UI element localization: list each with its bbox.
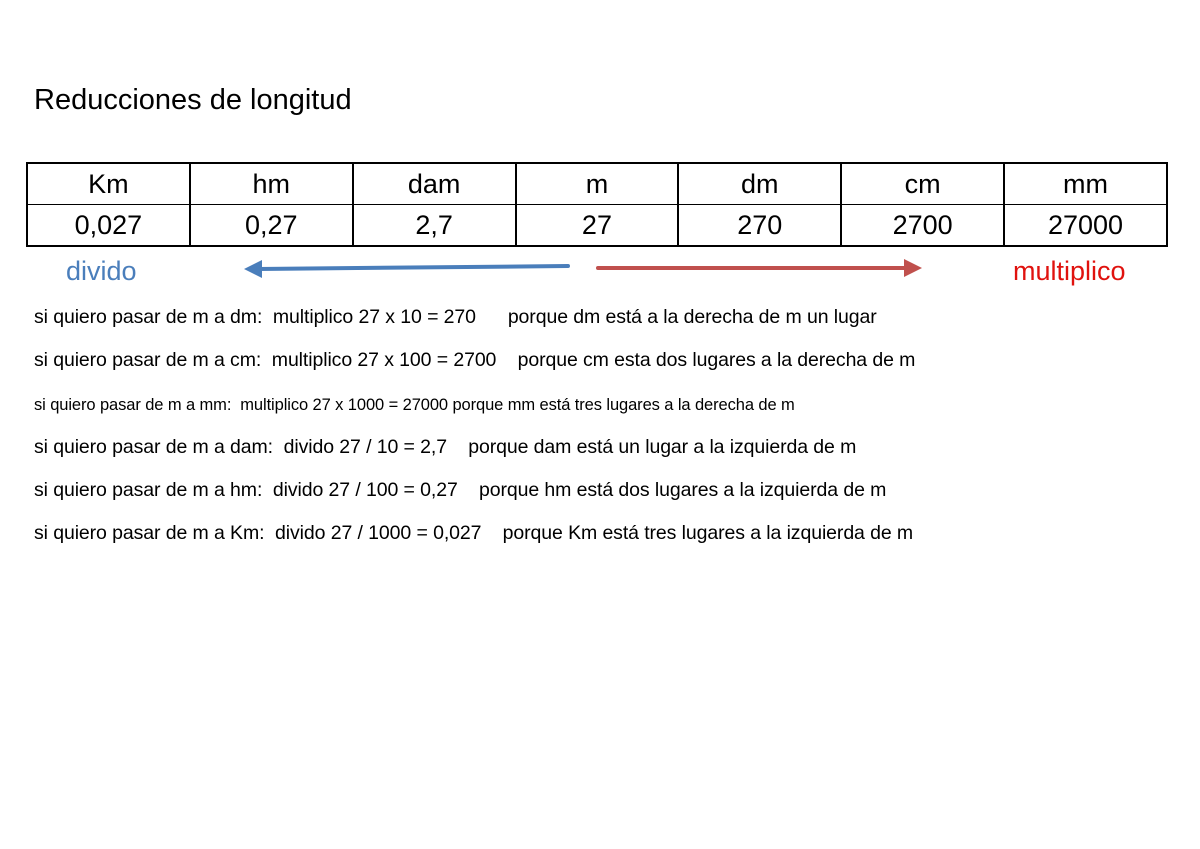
explanation-line-mm: si quiero pasar de m a mm: multiplico 27 x 1000 = 27000 porque mm está tres lugares a la derecha de m [34, 396, 795, 414]
header-cell-cm: cm [841, 163, 1004, 205]
header-cell-m: m [516, 163, 679, 205]
multiply-label: multiplico [1013, 256, 1126, 286]
divide-label: divido [66, 256, 137, 286]
value-cell-mm: 27000 [1004, 205, 1167, 247]
header-cell-dm: dm [678, 163, 841, 205]
left-arrow-head [244, 260, 262, 278]
value-cell-cm: 2700 [841, 205, 1004, 247]
table-value-row [27, 205, 1167, 247]
left-arrow [258, 266, 568, 269]
table-header-row [27, 163, 1167, 205]
right-arrow-head [904, 259, 922, 277]
units-table [26, 162, 1168, 247]
value-cell-km: 0,027 [27, 205, 190, 247]
explanation-line-dm: si quiero pasar de m a dm: multiplico 27 x 10 = 270 porque dm está a la derecha de m un lugar [34, 306, 877, 328]
header-cell-hm: hm [190, 163, 353, 205]
explanation-line-cm: si quiero pasar de m a cm: multiplico 27 x 100 = 2700 porque cm esta dos lugares a la derecha de m [34, 349, 916, 371]
header-cell-km: Km [27, 163, 190, 205]
explanation-line-km: si quiero pasar de m a Km: divido 27 / 1000 = 0,027 porque Km está tres lugares a la izquierda de m [34, 522, 914, 544]
header-cell-mm: mm [1004, 163, 1167, 205]
value-cell-dm: 270 [678, 205, 841, 247]
value-cell-dam: 2,7 [353, 205, 516, 247]
header-cell-dam: dam [353, 163, 516, 205]
value-cell-hm: 0,27 [190, 205, 353, 247]
explanation-line-hm: si quiero pasar de m a hm: divido 27 / 100 = 0,27 porque hm está dos lugares a la izquierda de m [34, 479, 887, 501]
value-cell-m: 27 [516, 205, 679, 247]
explanation-line-dam: si quiero pasar de m a dam: divido 27 / 10 = 2,7 porque dam está un lugar a la izquierda de m [34, 436, 857, 458]
page-title: Reducciones de longitud [34, 84, 352, 116]
